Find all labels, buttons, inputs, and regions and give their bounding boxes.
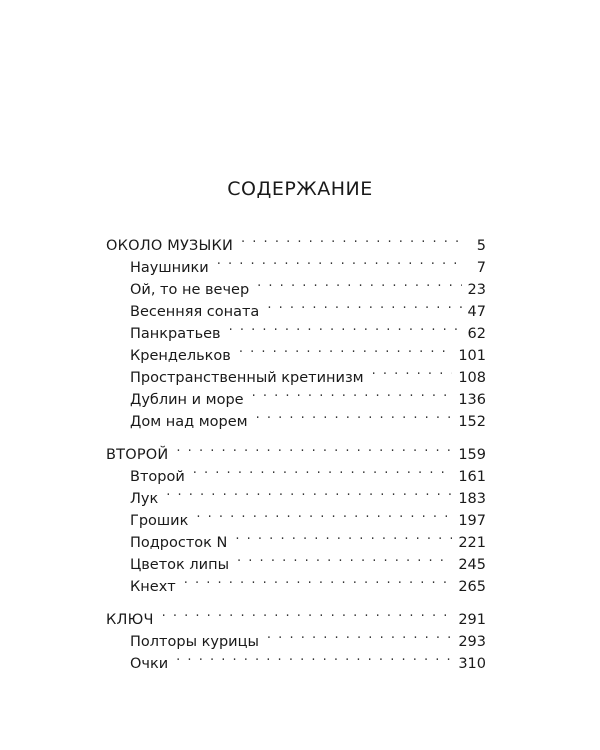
toc-entry-title: КЛЮЧ xyxy=(106,612,154,628)
toc-page-number: 161 xyxy=(458,469,486,485)
dot-leader xyxy=(267,624,452,646)
toc-section-heading xyxy=(106,602,486,628)
toc-entry xyxy=(106,503,486,529)
dot-leader xyxy=(229,316,462,338)
dot-leader xyxy=(217,250,462,272)
toc-page-number: 159 xyxy=(458,447,486,463)
toc-entry-title: Второй xyxy=(130,469,185,485)
dot-leader xyxy=(176,646,452,668)
toc-page-number: 108 xyxy=(458,370,486,386)
dot-leader xyxy=(166,481,452,503)
toc-entry-title: Лук xyxy=(130,491,159,507)
dot-leader xyxy=(196,503,452,525)
table-of-contents xyxy=(106,228,486,679)
toc-page-number: 310 xyxy=(458,656,486,672)
toc-page-number: 5 xyxy=(476,238,486,254)
dot-leader xyxy=(372,360,453,382)
toc-page-number: 221 xyxy=(458,535,486,551)
dot-leader xyxy=(237,547,452,569)
dot-leader xyxy=(235,525,452,547)
dot-leader xyxy=(162,602,453,624)
toc-entry-title: Полторы курицы xyxy=(130,634,259,650)
toc-page-number: 183 xyxy=(458,491,486,507)
toc-section xyxy=(106,602,486,672)
toc-page-number: 293 xyxy=(458,634,486,650)
toc-section-heading xyxy=(106,228,486,254)
toc-page-number: 265 xyxy=(458,579,486,595)
toc-page-number: 197 xyxy=(458,513,486,529)
dot-leader xyxy=(184,569,453,591)
toc-entry-title: ОКОЛО МУЗЫКИ xyxy=(106,238,234,254)
toc-entry-title: Кнехт xyxy=(130,579,176,595)
dot-leader xyxy=(256,404,453,426)
toc-section-heading xyxy=(106,437,486,463)
toc-entry-title: Дублин и море xyxy=(130,392,244,408)
toc-page-number: 101 xyxy=(458,348,486,364)
dot-leader xyxy=(257,272,461,294)
toc-section xyxy=(106,437,486,595)
toc-page-number: 23 xyxy=(467,282,486,298)
toc-entry-title: Очки xyxy=(130,656,169,672)
toc-page-number: 62 xyxy=(467,326,486,342)
toc-entry-title: Весенняя соната xyxy=(130,304,260,320)
toc-entry-title: Наушники xyxy=(130,260,209,276)
toc-page-number: 47 xyxy=(467,304,486,320)
toc-page-number: 7 xyxy=(476,260,486,276)
toc-entry-title: Цветок липы xyxy=(130,557,230,573)
dot-leader xyxy=(239,338,452,360)
toc-section xyxy=(106,228,486,430)
toc-page-number: 245 xyxy=(458,557,486,573)
dot-leader xyxy=(193,459,453,481)
toc-entry-title: ВТОРОЙ xyxy=(106,447,169,463)
dot-leader xyxy=(267,294,461,316)
toc-entry-title: Панкратьев xyxy=(130,326,221,342)
toc-entry-title: Дом над морем xyxy=(130,414,248,430)
page-title: СОДЕРЖАНИЕ xyxy=(227,178,373,200)
toc-entry-title: Ой, то не вечер xyxy=(130,282,250,298)
toc-page-number: 152 xyxy=(458,414,486,430)
toc-entry-title: Крендельков xyxy=(130,348,231,364)
dot-leader xyxy=(252,382,453,404)
toc-page-number: 136 xyxy=(458,392,486,408)
toc-entry-title: Пространственный кретинизм xyxy=(130,370,364,386)
dot-leader xyxy=(176,437,452,459)
toc-entry-title: Грошик xyxy=(130,513,189,529)
dot-leader xyxy=(241,228,462,250)
toc-page-number: 291 xyxy=(458,612,486,628)
toc-entry-title: Подросток N xyxy=(130,535,228,551)
toc-entry xyxy=(106,624,486,650)
